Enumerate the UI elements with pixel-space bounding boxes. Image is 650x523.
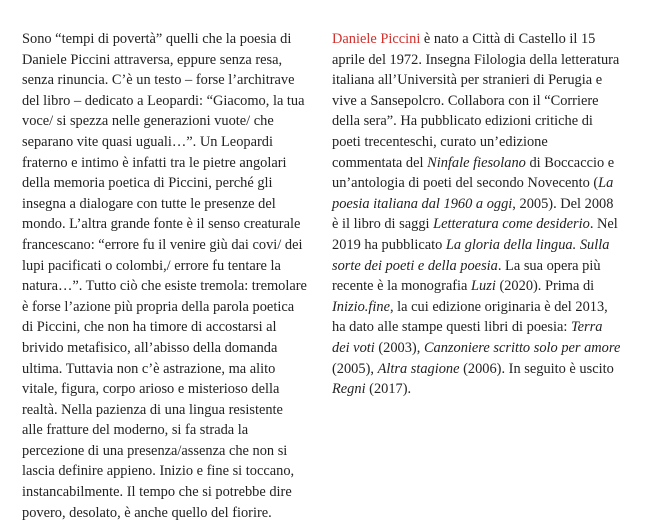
text-segment: aprile del 1972. Insegna Filologia della letteratura [332, 51, 620, 68]
text-line: natura…”. Tutto ciò che esiste tremola: tremolare [22, 278, 307, 295]
text-line [332, 153, 632, 174]
text-line [332, 297, 632, 318]
text-line [332, 379, 632, 400]
text-segment: italiana all’Università per stranieri di Perugia e [332, 72, 603, 89]
text-line [332, 338, 632, 359]
text-line: vitale, figura, corpo arioso e misterioso della [22, 381, 280, 398]
text-segment: , la cui edizione originaria è del 2013, [389, 298, 608, 315]
text-segment: ha dato alle stampe questi libri di poesia: [332, 319, 571, 336]
text-line: povero, desolato, è anche quello del fiorire. [22, 504, 272, 521]
text-line: del libro – dedicato a Leopardi: “Giacomo, la tua [22, 92, 305, 109]
text-line: mondo. L’altra grande fonte è il senso creaturale [22, 216, 301, 233]
text-line: lupi pacificati o colombi,/ errore fu tentare la [22, 257, 281, 274]
text-line [332, 173, 632, 194]
text-line: percezione di una presenza/assenza che non si [22, 442, 288, 459]
poetry-review-text [22, 29, 314, 523]
text-segment: poeti trecenteschi, curato un’edizione [332, 133, 548, 150]
text-segment: . Nel [589, 216, 618, 233]
text-segment: della sera”. Ha pubblicato edizioni critiche di [332, 113, 593, 130]
text-segment: commentata del [332, 154, 428, 171]
text-segment: (2005), [332, 360, 378, 377]
text-line: separano vite quasi uguali…”. Un Leopardi [22, 133, 273, 150]
text-segment: . La sua opera più [497, 257, 601, 274]
text-segment: 2019 ha pubblicato [332, 236, 446, 253]
text-line: fraterno e intimo è infatti tra le pietre angolari [22, 154, 287, 171]
text-line [332, 50, 632, 71]
text-segment: recente è la monografia [332, 278, 472, 295]
text-line [332, 132, 632, 153]
book-title: sorte dei poeti e della poesia [332, 257, 498, 274]
book-title: Regni [332, 381, 366, 398]
text-segment: di Boccaccio e [525, 154, 615, 171]
text-line: realtà. Nella pazienza di una lingua resistente [22, 401, 283, 418]
text-segment: vive a Sansepolcro. Collabora con il “Corriere [332, 92, 599, 109]
text-line: è forse l’azione più propria della parola poetica [22, 298, 295, 315]
text-line: Sono “tempi di povertà” quelli che la poesia di [22, 31, 292, 47]
text-line: voce/ si spezza nelle generazioni vuote/ che [22, 113, 274, 130]
text-line [332, 317, 632, 338]
text-line [332, 276, 632, 297]
text-segment: (2020). Prima di [495, 278, 595, 295]
text-line: instancabilmente. Il tempo che si potrebbe dire [22, 484, 292, 501]
book-title: Luzi [471, 278, 496, 295]
book-title: Terra [570, 319, 603, 336]
text-line: di Piccini, che non ha timore di accostarsi al [22, 319, 277, 336]
book-title: Inizio.fine [332, 298, 390, 315]
text-line: lascia definire appieno. Inizio e fine si toccano, [22, 463, 295, 480]
book-title: Altra stagione [377, 360, 460, 377]
text-line: ultima. Tuttavia non c’è astrazione, ma alito [22, 360, 276, 377]
text-segment: (2006). In seguito è uscito [459, 360, 614, 377]
author-name: Daniele Piccini [332, 31, 421, 47]
book-title: Canzoniere scritto solo per amore [423, 339, 621, 356]
text-segment: un’antologia di poeti del secondo Novecento ( [332, 175, 599, 192]
text-segment: è nato a Città di Castello il 15 [420, 31, 596, 47]
author-biography-text [332, 29, 632, 400]
book-title: Letteratura come desiderio [433, 216, 590, 233]
book-title: dei voti [332, 339, 375, 356]
book-title: Ninfale fiesolano [427, 154, 526, 171]
text-line: brivido metafisico, all’abisso della domanda [22, 339, 278, 356]
book-title: La gloria della lingua. Sulla [445, 236, 610, 253]
text-line [332, 111, 632, 132]
text-segment: , 2005). Del 2008 [512, 195, 614, 212]
text-line [332, 214, 632, 235]
book-title: poesia italiana dal 1960 a oggi [332, 195, 513, 212]
text-line [332, 70, 632, 91]
book-title: La [598, 175, 614, 192]
text-line: francescano: “errore fu il venire giù dai covi/ dei [22, 236, 303, 253]
text-line: senza rinuncia. C’è un testo – forse l’architrave [22, 72, 295, 89]
text-segment: (2017). [365, 381, 412, 398]
text-line [332, 194, 632, 215]
text-line: Daniele Piccini attraversa, eppure senza resa, [22, 51, 283, 68]
text-line [332, 256, 632, 277]
text-line: insegna a dialogare con tutte le presenze del [22, 195, 276, 212]
text-line [332, 235, 632, 256]
text-line: alle fratture del moderno, si fa strada la [22, 422, 249, 439]
text-line [332, 29, 632, 50]
text-line [332, 91, 632, 112]
text-segment: è il libro di saggi [332, 216, 434, 233]
text-line [332, 359, 632, 380]
text-line: della memoria poetica di Piccini, perché gli [22, 175, 273, 192]
text-segment: (2003), [374, 339, 424, 356]
